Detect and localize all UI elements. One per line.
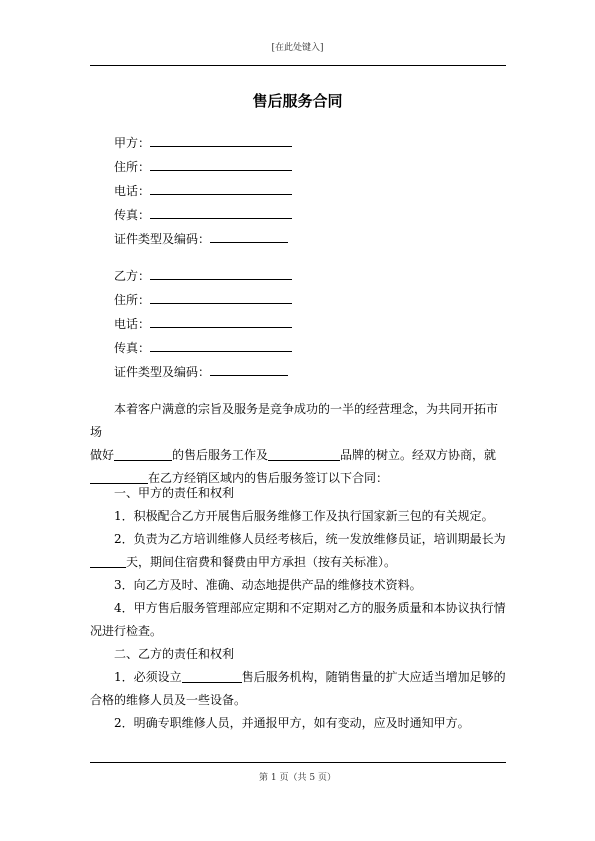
preamble [90,398,506,490]
fill-blank [150,268,292,280]
field-label: 传真： [114,208,151,222]
text-span: 售后服务机构，随销售量的扩大应适当增加足够的 [241,670,506,684]
fill-blank [150,183,292,195]
fill-blank [150,159,292,171]
fill-blank [150,135,292,147]
field-label: 住所： [114,293,151,307]
fill-blank [268,448,340,461]
field-label: 电话： [114,184,151,198]
section-1-item-4-cont: 况进行检查。 [90,624,163,638]
text-span: 在乙方经销区域内的售后服务签订以下合同： [148,471,389,485]
field-label: 住所： [114,160,151,174]
fill-blank [150,292,292,304]
header-rule [90,65,506,66]
party-a-id-field [114,231,288,246]
text-span: 天，期间住宿费和餐费由甲方承担（按有关标准）。 [126,555,397,569]
field-label: 电话： [114,317,151,331]
section-1-item-4: 4．甲方售后服务管理部应定期和不定期对乙方的服务质量和本协议执行情 [114,601,506,615]
section-1 [90,482,506,643]
party-a-address-field [114,159,292,174]
field-label: 甲方： [114,136,151,150]
fill-blank [210,364,288,376]
party-b-address-field [114,292,292,307]
field-label: 乙方： [114,269,151,283]
party-a-phone-field [114,183,292,198]
fill-blank [150,316,292,328]
section-1-item-1: 1．积极配合乙方开展售后服务维修工作及执行国家新三包的有关规定。 [114,509,494,523]
party-b-fax-field [114,340,292,355]
fill-blank [150,340,292,352]
party-a-fax-field [114,207,292,222]
section-1-item-3: 3．向乙方及时、准确、动态地提供产品的维修技术资料。 [114,578,422,592]
section-2-heading: 二、乙方的责任和权利 [114,647,235,661]
footer-rule [90,762,506,763]
field-label: 传真： [114,341,151,355]
text-span: 品牌的树立。经双方协商，就 [340,448,497,462]
fill-blank [182,670,242,683]
section-1-heading: 一、甲方的责任和权利 [114,486,235,500]
fill-blank [210,231,288,243]
document-title: 售后服务合同 [252,92,343,110]
section-2-item-1-cont: 合格的维修人员及一些设备。 [90,693,247,707]
text-span: 1．必须设立 [114,670,182,684]
page-header: [在此处键入] [271,43,324,53]
section-1-item-2: 2．负责为乙方培训维修人员经考核后，统一发放维修员证，培训期最长为 [114,532,506,546]
fill-blank [90,555,126,568]
preamble-line-2 [90,444,506,467]
party-a-name-field [114,135,292,150]
party-b-name-field [114,268,292,283]
text-span: 做好 [90,448,115,462]
section-1-item-2-cont [90,551,506,574]
section-2-item-1 [90,666,506,689]
section-2 [90,643,506,735]
field-label: 证件类型及编码： [114,232,211,246]
field-label: 证件类型及编码： [114,365,211,379]
party-b-phone-field [114,316,292,331]
preamble-line-1: 本着客户满意的宗旨及服务是竞争成功的一半的经营理念，为共同开拓市场 [90,402,499,439]
text-span: 的售后服务工作及 [172,448,269,462]
section-2-item-2: 2．明确专职维修人员，并通报甲方，如有变动，应及时通知甲方。 [114,716,470,730]
page-footer: 第 1 页（共 5 页） [259,773,336,783]
fill-blank [150,207,292,219]
fill-blank [114,448,172,461]
party-b-id-field [114,364,288,379]
